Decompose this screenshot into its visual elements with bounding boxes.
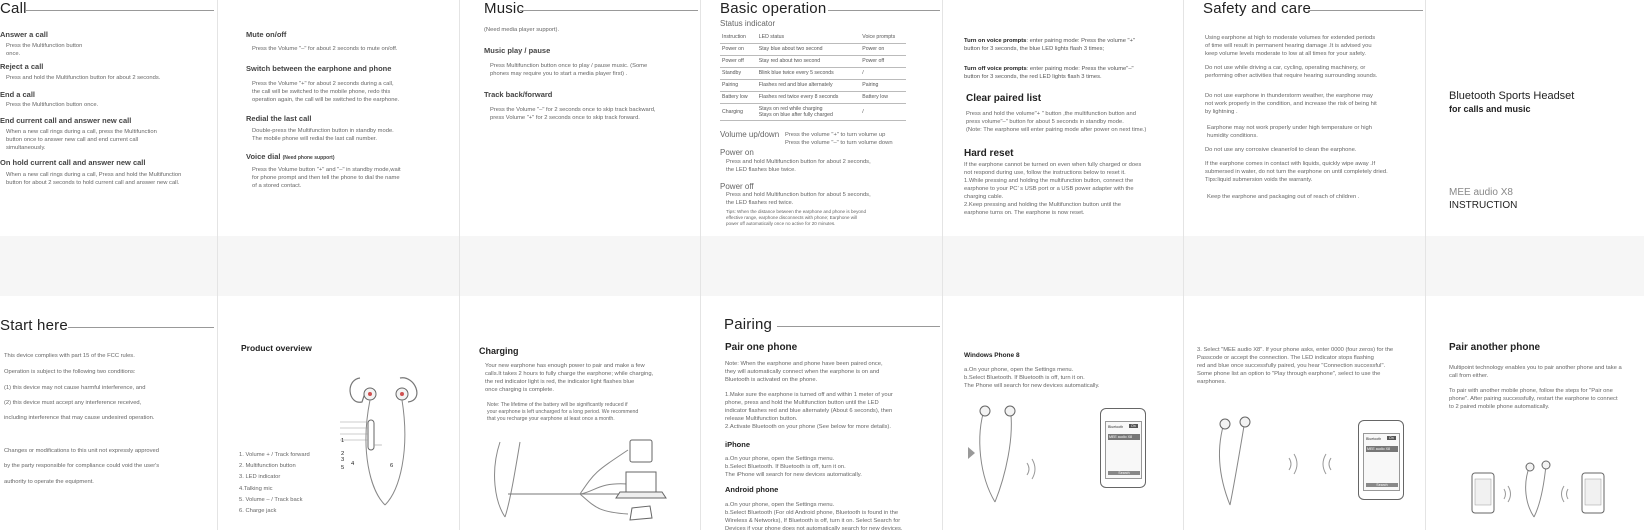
pairing-note: Note: When the earphone and phone have been paired once, they will automatically connect when the earphone is on and Bluetooth is activated on the phone. xyxy=(725,361,883,383)
table-cell: Stay blue about two second xyxy=(757,43,861,55)
tips-text: Tips: When the distance between the earphone and phone is beyond effective range, earphone disconnects with phone; Earphone will power off automatically once no active for 20 minutes. xyxy=(726,209,867,226)
earphone-diagram xyxy=(330,360,450,510)
bluetooth-toggle[interactable]: On xyxy=(1131,424,1136,428)
safety-paragraph: Using earphone at high to moderate volumes for extended periods of time will result in permanent hearing damage .It is advised you keep volume levels moderate to low at all times for your safety. xyxy=(1205,35,1376,57)
voice-dial-text: Press the Volume button "+" and "–" in standby mode,wait for phone prompt and then tell the phone to dial the name of a stored contact. xyxy=(252,167,401,189)
voice-on-text: Turn on voice prompts: enter pairing mode: Press the volume "+" button for 3 seconds, the blue LED lights flash 3 times; xyxy=(964,38,1136,52)
track-text: Press the Volume "–" for 2 seconds once to skip track backward, press Volume "+" for 2 seconds once to skip track forward. xyxy=(490,107,656,121)
fcc-text: This device complies with part 15 of the FCC rules. xyxy=(4,353,135,359)
safety-paragraph: Do not use while driving a car, cycling, operating machinery, or performing other activities that require hearing surrounding sounds. xyxy=(1205,65,1378,79)
voice-dial-heading: Voice dial (Need phone support) xyxy=(246,152,335,161)
safety-paragraph: Do not use any corrosive cleaner/oil to clean the earphone. xyxy=(1205,147,1357,153)
redial-heading: Redial the last call xyxy=(246,114,312,123)
another-phone-text: To pair with another mobile phone, follow the steps for "Pair one phone". After pairing successfully, restart the earphone to connect to 2 paired mobile phone automatically. xyxy=(1449,388,1618,410)
android-heading: Android phone xyxy=(725,485,779,494)
table-cell: Standby xyxy=(720,67,757,79)
table-row xyxy=(720,79,906,91)
reject-call-heading: Reject a call xyxy=(0,62,44,71)
safety-paragraph: Earphone may not work properly under high temperature or high humidity conditions. xyxy=(1207,125,1372,139)
charging-diagram xyxy=(480,432,680,522)
bluetooth-toggle[interactable]: On xyxy=(1389,436,1394,440)
fcc-text: authority to operate the equipment. xyxy=(4,479,94,485)
table-header-row xyxy=(720,31,906,43)
search-button[interactable]: Search xyxy=(1366,483,1398,487)
step3-text: 3. Select "MEE audio X8". If your phone asks, enter 0000 (four zeros) for the Passcode or accept the connection. The LED indicator stops flashing red and blue once successfully paired, you hear "Connection successful". Some phone list an option to "Play through earphone", select to use the earphones. xyxy=(1197,347,1394,385)
basic-title: Basic operation xyxy=(720,0,827,17)
table-row xyxy=(720,91,906,103)
callout-number: 5 xyxy=(341,465,345,471)
overview-item: 5. Volume – / Track back xyxy=(239,497,303,503)
screen-bluetooth-label: Bluetooth xyxy=(1108,425,1124,429)
callout-number: 1 xyxy=(341,438,345,444)
another-phone-heading: Pair another phone xyxy=(1449,342,1541,353)
hard-reset-text: If the earphone cannot be turned on even when fully charged or does not respond during use, follow the instructions below to reset it. 1.While pressing and holding the multifunction button, connect the earphone to your PC’ s USB port or a USB power adapter with the charging cable. 2.Keep pressing and holding the Multifunction button until the earphone turns on. The earphone is now reset. xyxy=(964,162,1142,216)
power-on-text: Press and hold Multifunction button for about 2 seconds, the LED flashes blue twice. xyxy=(726,159,871,173)
end-answer-heading: End current call and answer new call xyxy=(0,116,132,125)
callout-number: 4 xyxy=(351,461,355,467)
table-cell: Pairing xyxy=(860,79,906,91)
overview-item: 2. Multifunction button xyxy=(239,463,296,469)
cover-subtitle: for calls and music xyxy=(1449,104,1531,114)
winphone-heading: Windows Phone 8 xyxy=(964,352,1020,359)
title-rule xyxy=(828,10,940,11)
safety-paragraph: Keep the earphone and packaging out of reach of children . xyxy=(1207,194,1360,200)
table-cell: Power on xyxy=(860,43,906,55)
switch-text: Press the Volume "+" for about 2 seconds during a call, the call will be switched to the mobile phone, redo this operation again, the call will be switched to the earphone. xyxy=(252,81,400,103)
panel-divider xyxy=(942,0,943,530)
table-header-cell: LED status xyxy=(757,31,861,43)
hold-answer-heading: On hold current call and answer new call xyxy=(0,158,146,167)
title-rule xyxy=(520,10,698,11)
table-cell: Flashes red and blue alternately xyxy=(757,79,861,91)
table-cell: Stay red about two second xyxy=(757,55,861,67)
volume-text: Press the volume "+" to turn volume up Press the volume "–" to turn volume down xyxy=(785,132,893,146)
callout-number: 3 xyxy=(341,457,345,463)
call-title: Call xyxy=(0,0,27,17)
table-cell: Power off xyxy=(860,55,906,67)
switch-heading: Switch between the earphone and phone xyxy=(246,64,392,73)
mute-heading: Mute on/off xyxy=(246,30,287,39)
pair-one-heading: Pair one phone xyxy=(725,342,798,353)
phone-mockup xyxy=(1358,420,1404,500)
table-cell: Charging xyxy=(720,103,757,120)
fcc-text: Changes or modifications to this unit not expressly approved xyxy=(4,448,159,454)
fcc-text: by the party responsible for compliance could void the user's xyxy=(4,463,160,469)
device-list-item[interactable]: MEE audio X8 xyxy=(1366,446,1398,452)
table-cell: Blink blue twice every 5 seconds xyxy=(757,67,861,79)
hold-answer-text: When a new call rings during a call, Press and hold the Multifunction button for about 2 seconds to hold current call and answer new call. xyxy=(6,172,182,186)
table-row xyxy=(720,67,906,79)
safety-paragraph: If the earphone comes in contact with liquids, quickly wipe away .If submersed in water, do not turn the earphone on until completely dried. Tips:liquid submersion voids the warranty. xyxy=(1205,161,1388,183)
overview-item: 4.Talking mic xyxy=(239,486,273,492)
end-call-text: Press the Multifunction button once. xyxy=(6,102,99,108)
clear-list-heading: Clear paired list xyxy=(966,93,1042,104)
music-title: Music xyxy=(484,0,525,17)
power-off-text: Press and hold Multifunction button for about 5 seconds, the LED flashes red twice. xyxy=(726,192,871,206)
table-cell: Battery low xyxy=(860,91,906,103)
cover-instruction: INSTRUCTION xyxy=(1449,200,1518,211)
table-header-cell: Voice prompts xyxy=(860,31,906,43)
power-on-heading: Power on xyxy=(720,148,754,157)
pairing-title: Pairing xyxy=(724,316,773,333)
music-subtitle: (Need media player support). xyxy=(484,27,560,33)
cover-model: MEE audio X8 xyxy=(1449,187,1513,198)
voice-off-text: Turn off voice prompts: enter pairing mode: Press the volume"–" button for 3 seconds, the red LED lights flash 3 times. xyxy=(964,66,1134,80)
earphone-image xyxy=(965,397,1045,507)
status-indicator-heading: Status indicator xyxy=(720,19,776,28)
title-rule xyxy=(1308,10,1423,11)
overview-item: 6. Charge jack xyxy=(239,508,277,514)
redial-text: Double-press the Multifunction button in standby mode. The mobile phone will redial the last call number. xyxy=(252,128,394,142)
table-cell: / xyxy=(860,67,906,79)
overview-item: 3. LED indicator xyxy=(239,474,281,480)
charging-text: Your new earphone has enough power to pair and make a few calls.It takes 2 hours to fully charge the earphone; while charging, the red indicator light is red, the indicator light flashes blue once charging is complete. xyxy=(485,363,654,393)
table-cell: Stays on red while charging Stays on blue after fully charged xyxy=(757,103,861,120)
overview-item: 1. Volume + / Track forward xyxy=(239,452,310,458)
callout-number: 2 xyxy=(341,451,345,457)
status-table xyxy=(720,31,906,121)
device-list-item[interactable]: MEE audio X8 xyxy=(1108,434,1140,440)
panel-divider xyxy=(1425,0,1426,530)
title-rule xyxy=(26,10,214,11)
power-off-heading: Power off xyxy=(720,182,754,191)
another-phone-text: Multipoint technology enables you to pair another phone and take a call from either. xyxy=(1449,365,1622,379)
charging-note: Note: The lifetime of the battery will be significantly reduced if your earphone is left uncharged for a long period. We recommend that you recharge your earphone at least once a month. xyxy=(487,402,639,422)
table-row xyxy=(720,43,906,55)
panel-divider xyxy=(459,0,460,530)
fcc-text: Operation is subject to the following two conditions: xyxy=(4,369,136,375)
end-answer-text: When a new call rings during a call, press the Multifunction button once to answer new call and end current call simultaneously. xyxy=(6,129,157,151)
table-row xyxy=(720,103,906,120)
answer-call-text: Press the Multifunction button once. xyxy=(6,43,83,57)
winphone-steps: a.On your phone, open the Settings menu. b.Select Bluetooth. If Bluetooth is off, turn it on. The Phone will search for new devices automatically. xyxy=(964,367,1100,389)
page-fold-band xyxy=(0,236,1644,296)
screen-bluetooth-label: Bluetooth xyxy=(1366,437,1382,441)
multipoint-diagram xyxy=(1450,455,1640,525)
table-cell: Power off xyxy=(720,55,757,67)
callout-number: 6 xyxy=(390,463,394,469)
table-cell: Battery low xyxy=(720,91,757,103)
music-play-heading: Music play / pause xyxy=(484,46,551,55)
phone-screen xyxy=(1363,433,1400,491)
end-call-heading: End a call xyxy=(0,90,36,99)
charging-heading: Charging xyxy=(479,346,519,356)
table-cell: Flashes red twice every 8 seconds xyxy=(757,91,861,103)
android-steps: a.On your phone, open the Settings menu. b.Select Bluetooth (For old Android phone, Bluetooth is found in the Wireless & Networks), If Bluetooth is off, turn it on. Select Search for Devices if your phone does not automatically search for new devices. xyxy=(725,502,903,530)
panel-divider xyxy=(1183,0,1184,530)
title-rule xyxy=(777,326,940,327)
safety-title: Safety and care xyxy=(1203,0,1312,17)
table-cell: Power on xyxy=(720,43,757,55)
fcc-text: (2) this device must accept any interference received, xyxy=(4,400,142,406)
fcc-text: (1) this device may not cause harmful interference, and xyxy=(4,385,146,391)
table-cell: Pairing xyxy=(720,79,757,91)
music-play-text: Press Multifunction button once to play / pause music. (Some phones may require you to start a media player first) . xyxy=(490,63,648,77)
table-cell: / xyxy=(860,103,906,120)
clear-list-text: Press and hold the volume"+ " button ,the multifunction button and press volume"–" button for about 5 seconds in standby mode. (Note: The earphone will enter pairing mode after power on next time.) xyxy=(966,111,1147,133)
start-title: Start here xyxy=(0,317,68,334)
hard-reset-heading: Hard reset xyxy=(964,148,1014,159)
volume-heading: Volume up/down xyxy=(720,130,780,139)
safety-paragraph: Do not use earphone in thunderstorm weather, the earphone may not work properly in the condition, and increase the risk of being hit by lightning . xyxy=(1205,93,1377,115)
reject-call-text: Press and hold the Multifunction button for about 2 seconds. xyxy=(6,75,161,81)
panel-divider xyxy=(700,0,701,530)
overview-heading: Product overview xyxy=(241,343,312,353)
mute-text: Press the Volume "–" for about 2 seconds to mute on/off. xyxy=(252,46,398,52)
title-rule xyxy=(68,327,214,328)
phone-screen xyxy=(1105,421,1142,479)
cover-title: Bluetooth Sports Headset xyxy=(1449,90,1575,102)
iphone-heading: iPhone xyxy=(725,440,751,449)
fcc-text: including interference that may cause undesired operation. xyxy=(4,415,155,421)
table-row xyxy=(720,55,906,67)
table-header-cell: Instruction xyxy=(720,31,757,43)
search-button[interactable]: Search xyxy=(1108,471,1140,475)
pairing-steps: 1.Make sure the earphone is turned off and within 1 meter of your phone, press and hold the Multifunction button until the LED indicator flashes red and blue alternately (About 6 seconds), then release Multifunction button. 2.Activate Bluetooth on your phone (See below for more details). xyxy=(725,392,893,430)
track-heading: Track back/forward xyxy=(484,90,553,99)
panel-divider xyxy=(217,0,218,530)
iphone-steps: a.On your phone, open the Settings menu. b.Select Bluetooth. If Bluetooth is off, turn it on. The iPhone will search for new devices automatically. xyxy=(725,456,862,478)
phone-mockup xyxy=(1100,408,1146,488)
answer-call-heading: Answer a call xyxy=(0,30,48,39)
